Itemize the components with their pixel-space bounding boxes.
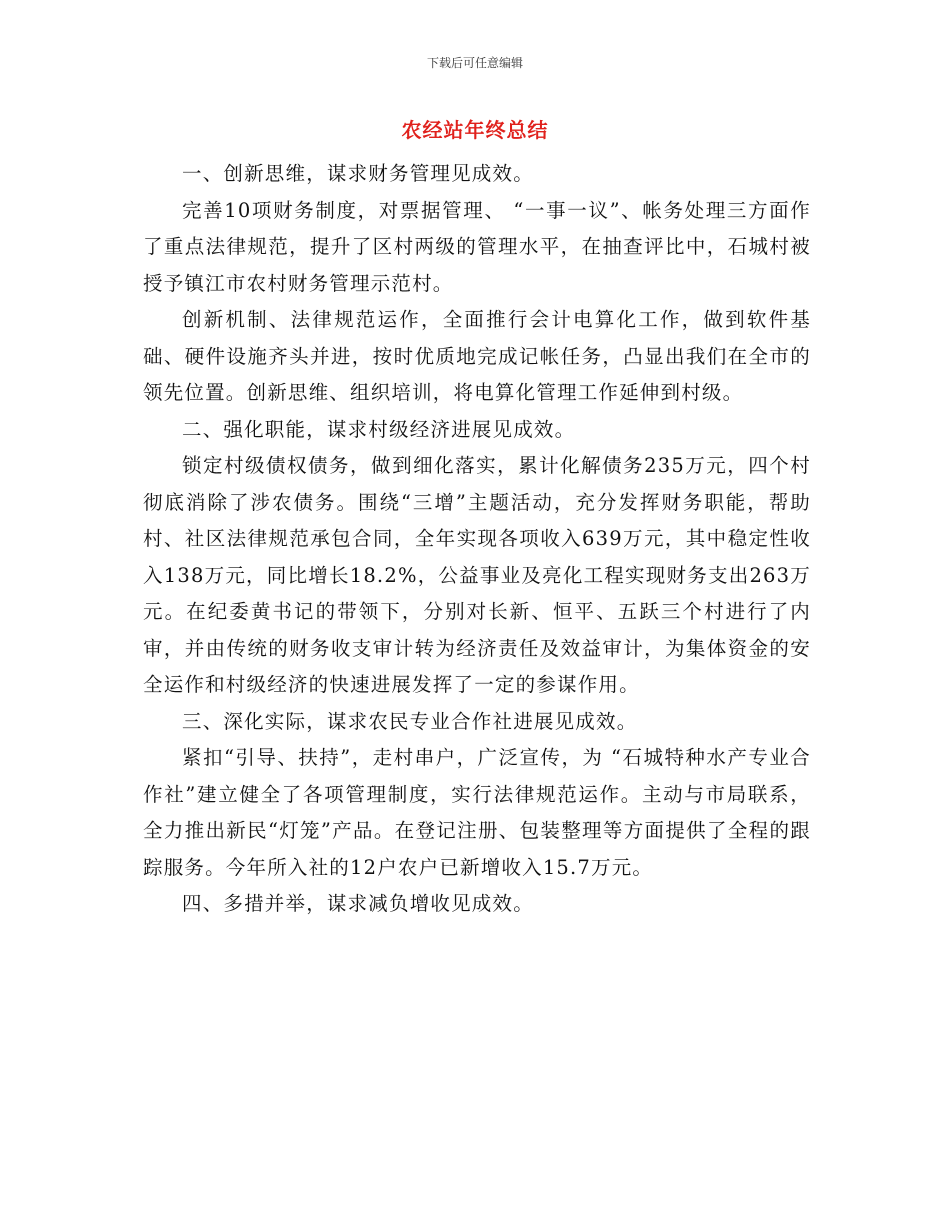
section-heading-2: 二、强化职能，谋求村级经济进展见成效。	[182, 417, 576, 441]
section-heading-1: 一、创新思维，谋求财务管理见成效。	[182, 162, 534, 185]
paragraph: 创新机制、法律规范运作，全面推行会计电算化工作，做到软件基础、硬件设施齐头并进，按时优质地完成记帐任务，凸显出我们在全市的领先位置。创新思维、组织培训，将电算化管理工作延伸到村级。	[143, 308, 811, 404]
paragraph: 完善10项财务制度，对票据管理、 “一事一议”、帐务处理三方面作了重点法律规范，提升了区村两级的管理水平，在抽查评比中，石城村被授予镇江市农村财务管理示范村。	[143, 198, 811, 295]
document-body	[143, 156, 811, 923]
header-note: 下载后可任意编辑	[426, 56, 523, 70]
paragraph: 紧扣“引导、扶持”，走村串户，广泛宣传，为 “石城特种水产专业合作社”建立健全了各项管理制度，实行法律规范运作。主动与市局联系，全力推出新民“灯笼”产品。在登记注册、包装整理等方面提供了全程的跟踪服务。今年所入社的12户农户已新增收入15.7万元。	[143, 746, 811, 879]
document-title: 农经站年终总结	[401, 118, 549, 142]
section-heading-4: 四、多措并举，谋求减负增收见成效。	[182, 892, 534, 915]
paragraph: 锁定村级债权债务，做到细化落实，累计化解债务235万元，四个村彻底消除了涉农债务。围绕“三增”主题活动，充分发挥财务职能，帮助村、社区法律规范承包合同，全年实现各项收入639万元，其中稳定性收入138万元，同比增长18.2%，公益事业及亮化工程实现财务支出263万元。在纪委黄书记的带领下，分别对长新、恒平、五跃三个村进行了内审，并由传统的财务收支审计转为经济责任及效益审计，为集体资金的安全运作和村级经济的快速进展发挥了一定的参谋作用。	[143, 454, 811, 696]
section-heading-3: 三、深化实际，谋求农民专业合作社进展见成效。	[182, 709, 638, 733]
